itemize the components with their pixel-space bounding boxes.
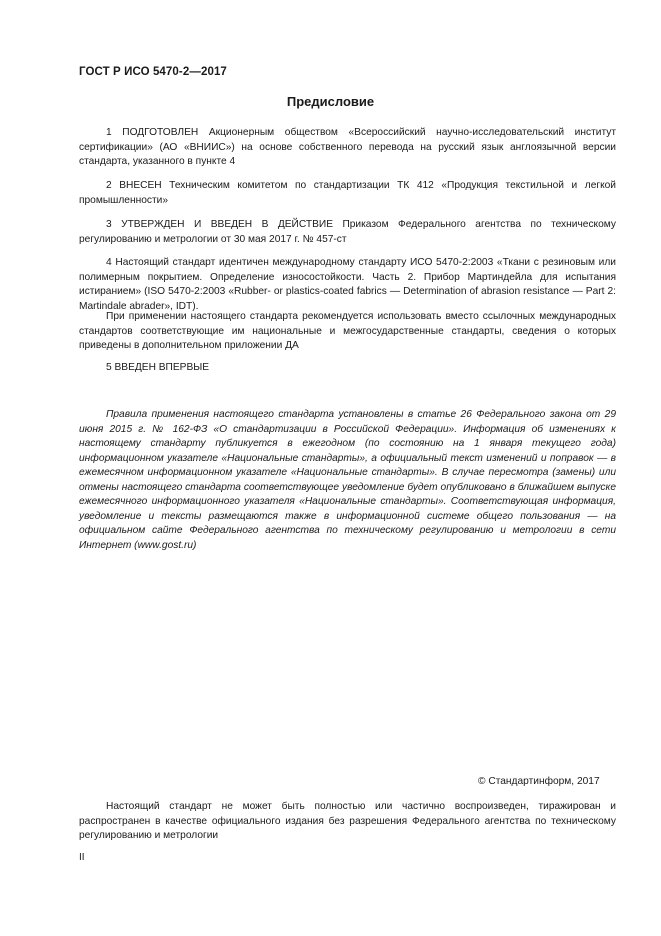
foreword-item-4-note: При применении настоящего стандарта рекомендуется использовать вместо ссылочных международных стандартов соответствующие им национальные и межгосударственные стандарты, сведения о которых приведены в дополнительном приложении ДА	[79, 311, 616, 351]
page-title: Предисловие	[286, 94, 375, 109]
standard-code-header: ГОСТ Р ИСО 5470-2—2017	[79, 66, 227, 78]
foreword-item-4: 4 Настоящий стандарт идентичен международному стандарту ИСО 5470-2:2003 «Ткани с резиновым или полимерным покрытием. Определение износостойкости. Часть 2. Прибор Мартиндейла для испытания истиранием» (ISO 5470-2:2003 «Rubber- or plastics-coated fabrics — Determination of abrasion resistance — Part 2: Martindale abrader», IDT).	[79, 257, 616, 312]
copyright-line: © Стандартинформ, 2017	[478, 776, 600, 787]
foreword-item-1: 1 ПОДГОТОВЛЕН Акционерным обществом «Всероссийский научно-исследовательский институт сертификации» (АО «ВНИИС») на основе собственного перевода на русский язык англоязычной версии стандарта, указанного в пункте 4	[79, 127, 616, 167]
foreword-item-5: 5 ВВЕДЕН ВПЕРВЫЕ	[106, 362, 210, 373]
foreword-item-3: 3 УТВЕРЖДЕН И ВВЕДЕН В ДЕЙСТВИЕ Приказом Федерального агентства по техническому регулированию и метрологии от 30 мая 2017 г. № 457-ст	[79, 219, 616, 245]
page-number: II	[79, 852, 85, 863]
rules-notice: Правила применения настоящего стандарта установлены в статье 26 Федерального закона от 29 июня 2015 г. № 162-ФЗ «О стандартизации в Российской Федерации». Информация об изменениях к настоящему стандарту публикуется в ежегодном (по состоянию на 1 января текущего года) информационном указателе «Национальные стандарты», а официальный текст изменений и поправок — в ежемесячном информационном указателе «Национальные стандарты». В случае пересмотра (замены) или отмены настоящего стандарта соответствующее уведомление будет опубликовано в ближайшем выпуске ежемесячного информационного указателя «Национальные стандарты». Соответствующая информация, уведомление и тексты размещаются также в информационной системе общего пользования — на официальном сайте Федерального агентства по техническому регулированию и метрологии в сети Интернет (www.gost.ru)	[79, 409, 616, 551]
reproduction-notice: Настоящий стандарт не может быть полностью или частично воспроизведен, тиражирован и распространен в качестве официального издания без разрешения Федерального агентства по техническому регулированию и метрологии	[79, 801, 616, 841]
foreword-item-2: 2 ВНЕСЕН Техническим комитетом по стандартизации ТК 412 «Продукция текстильной и легкой промышленности»	[79, 180, 616, 206]
